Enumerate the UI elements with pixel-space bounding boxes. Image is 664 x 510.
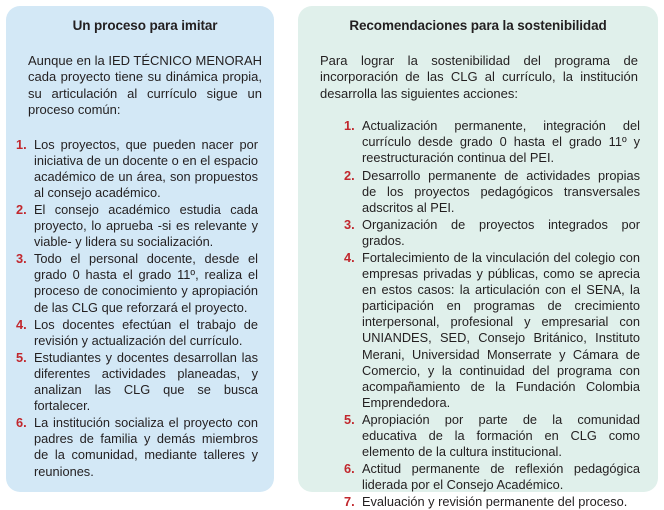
process-panel-intro: Aunque en la IED TÉCNICO MENORAH cada proyecto tiene su dinámica propia, su articulación al currículo sigue un proceso común: [28, 53, 262, 118]
recommendation-item [334, 461, 642, 493]
recommendation-item [334, 250, 642, 411]
item-number: 3. [344, 216, 355, 232]
step-number: 5. [16, 349, 27, 365]
step-number: 4. [16, 316, 27, 332]
step-number: 1. [16, 136, 27, 152]
process-panel-title: Un proceso para imitar [72, 18, 218, 33]
sustainability-panel [298, 6, 658, 510]
process-step [6, 317, 262, 349]
process-steps-list [16, 136, 262, 480]
step-text: Los docentes efectúan el trabajo de revisión y actualización del currículo. [34, 316, 258, 348]
step-number: 3. [16, 251, 27, 267]
item-number: 4. [344, 249, 355, 265]
process-step [6, 350, 262, 414]
item-number: 7. [344, 494, 355, 510]
recommendation-item [334, 118, 642, 166]
step-text: Todo el personal docente, desde el grado 0 hasta el grado 11º, realiza el proceso de conocimiento y apropiación de las CLG que reforzará el proyecto. [34, 251, 258, 315]
item-number: 5. [344, 411, 355, 427]
process-step [6, 137, 262, 201]
step-number: 6. [16, 415, 27, 431]
step-text: La institución socializa el proyecto con padres de familia y demás miembros de la comunidad, mediante talleres y reuniones. [34, 415, 258, 479]
item-text: Desarrollo permanente de actividades propias de los proyectos pedagógicos transversales adscritos al PEI. [362, 167, 640, 215]
recommendation-item [334, 217, 642, 249]
process-step [6, 415, 262, 479]
recommendation-item [334, 168, 642, 216]
item-number: 1. [344, 118, 355, 134]
process-step [6, 251, 262, 315]
item-number: 6. [344, 461, 355, 477]
item-text: Actitud permanente de reflexión pedagógica liderada por el Consejo Académico. [362, 461, 640, 493]
item-text: Organización de proyectos integrados por grados. [362, 216, 640, 248]
recommendations-list [314, 118, 642, 510]
item-text: Fortalecimiento de la vinculación del colegio con empresas privadas y públicas, como se aprecia en estos casos: la articulación con el SENA, la participación en programas de crecimiento interpersonal, profesional y empresarial con UNIANDES, SED, Consejo Británico, Instituto Merani, Universidad Monserrate y Cámara de Comercio, y la continuidad del programa con acompañamiento de la Fundación Colombia Emprendedora. [362, 249, 640, 410]
recommendation-item [334, 494, 642, 510]
step-text: El consejo académico estudia cada proyecto, lo aprueba -si es relevante y viable- y lidera su socialización. [34, 202, 258, 250]
item-text: Apropiación por parte de la comunidad educativa de la formación en CLG como elemento de la cultura institucional. [362, 411, 640, 460]
step-number: 2. [16, 202, 27, 217]
item-number: 2. [344, 167, 355, 183]
sustainability-panel-intro: Para lograr la sostenibilidad del programa de incorporación de las CLG al currículo, la institución desarrolla las siguientes acciones: [320, 53, 638, 101]
step-text: Estudiantes y docentes desarrollan las diferentes actividades planeadas, y analizan las CLG que se busca fortalecer. [34, 349, 258, 414]
item-text: Evaluación y revisión permanente del proceso. [362, 494, 628, 510]
recommendation-item [334, 412, 642, 460]
sustainability-panel-title: Recomendaciones para la sostenibilidad [349, 18, 607, 33]
process-panel [6, 6, 274, 492]
process-step [6, 202, 262, 250]
step-text: Los proyectos, que pueden nacer por iniciativa de un docente o en el espacio académico de un área, son propuestos al consejo académico. [34, 136, 258, 200]
item-text: Actualización permanente, integración del currículo desde grado 0 hasta el grado 11º y reestructuración continua del PEI. [362, 118, 640, 166]
